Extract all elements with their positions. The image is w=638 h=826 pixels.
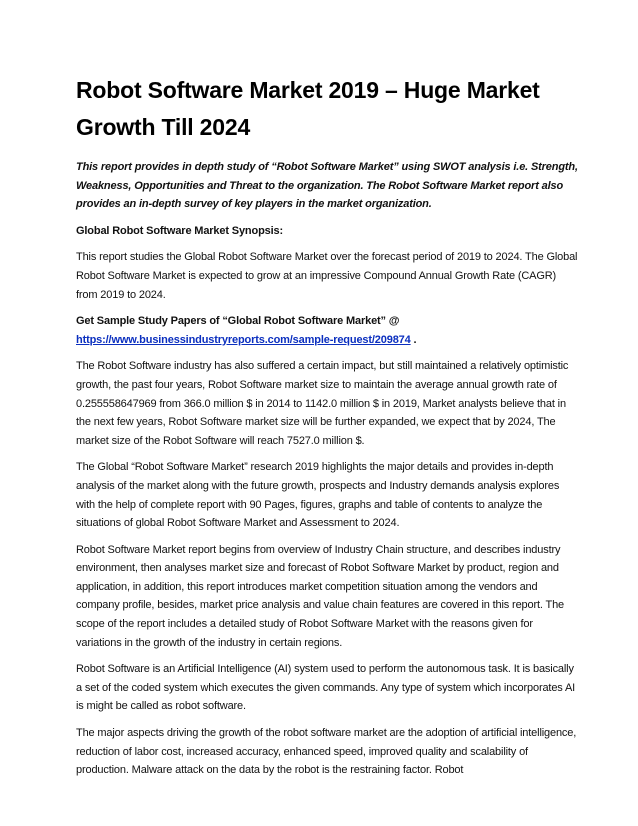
research-paragraph: The Global “Robot Software Market” research 2019 highlights the major details and provides in-depth analysis of the market along with the future growth, prospects and Industry demands analysis explores with the help of complete report with 90 Pages, figures, graphs and table of contents to analyze the situations of global Robot Software Market and Assessment to 2024.	[76, 461, 560, 530]
drivers-paragraph: The major aspects driving the growth of the robot software market are the adoption of artificial intelligence, reduction of labor cost, increased accuracy, enhanced speed, improved quality and scalability of production. Malware attack on the data by the robot is the restraining factor. Robot	[76, 727, 577, 777]
document-title: Robot Software Market 2019 – Huge Market Growth Till 2024	[76, 77, 540, 140]
synopsis-heading: Global Robot Software Market Synopsis:	[76, 224, 283, 237]
industry-paragraph: The Robot Software industry has also suffered a certain impact, but still maintained a relatively optimistic growth, the past four years, Robot Software market size to maintain the average annual growth rate of 0.255558647969 from 366.0 million $ in 2014 to 1142.0 million $ in 2019, Market analysts believe that in the next few years, Robot Software market size will be further expanded, we expect that by 2024, The market size of the Robot Software will reach 7527.0 million $.	[76, 360, 569, 447]
sample-request-suffix: .	[410, 333, 417, 346]
synopsis-paragraph: This report studies the Global Robot Software Market over the forecast period of 2019 to 2024. The Global Robot Software Market is expected to grow at an impressive Compound Annual Growth Rate (CAGR) from 2019 to 2024.	[76, 251, 578, 301]
intro-paragraph: This report provides in depth study of “Robot Software Market” using SWOT analysis i.e. Strength, Weakness, Opportunities and Threat to the organization. The Robot Software Market report also provides an in-depth survey of key players in the market organization.	[76, 161, 578, 211]
overview-paragraph: Robot Software Market report begins from overview of Industry Chain structure, and describes industry environment, then analyses market size and forecast of Robot Software Market by product, region and application, in addition, this report introduces market competition situation among the vendors and company profile, besides, market price analysis and value chain features are covered in this report. The scope of the report includes a detailed study of Robot Software Market with the reasons given for variations in the growth of the industry in certain regions.	[76, 543, 565, 649]
sample-request-label: Get Sample Study Papers of “Global Robot Software Market” @	[76, 315, 400, 328]
ai-paragraph: Robot Software is an Artificial Intelligence (AI) system used to perform the autonomous task. It is basically a set of the coded system which executes the given commands. Any type of system which incorporates AI is might be called as robot software.	[76, 663, 576, 713]
sample-request-block	[76, 312, 578, 349]
sample-request-link[interactable]: https://www.businessindustryreports.com/sample-request/209874	[76, 333, 411, 346]
